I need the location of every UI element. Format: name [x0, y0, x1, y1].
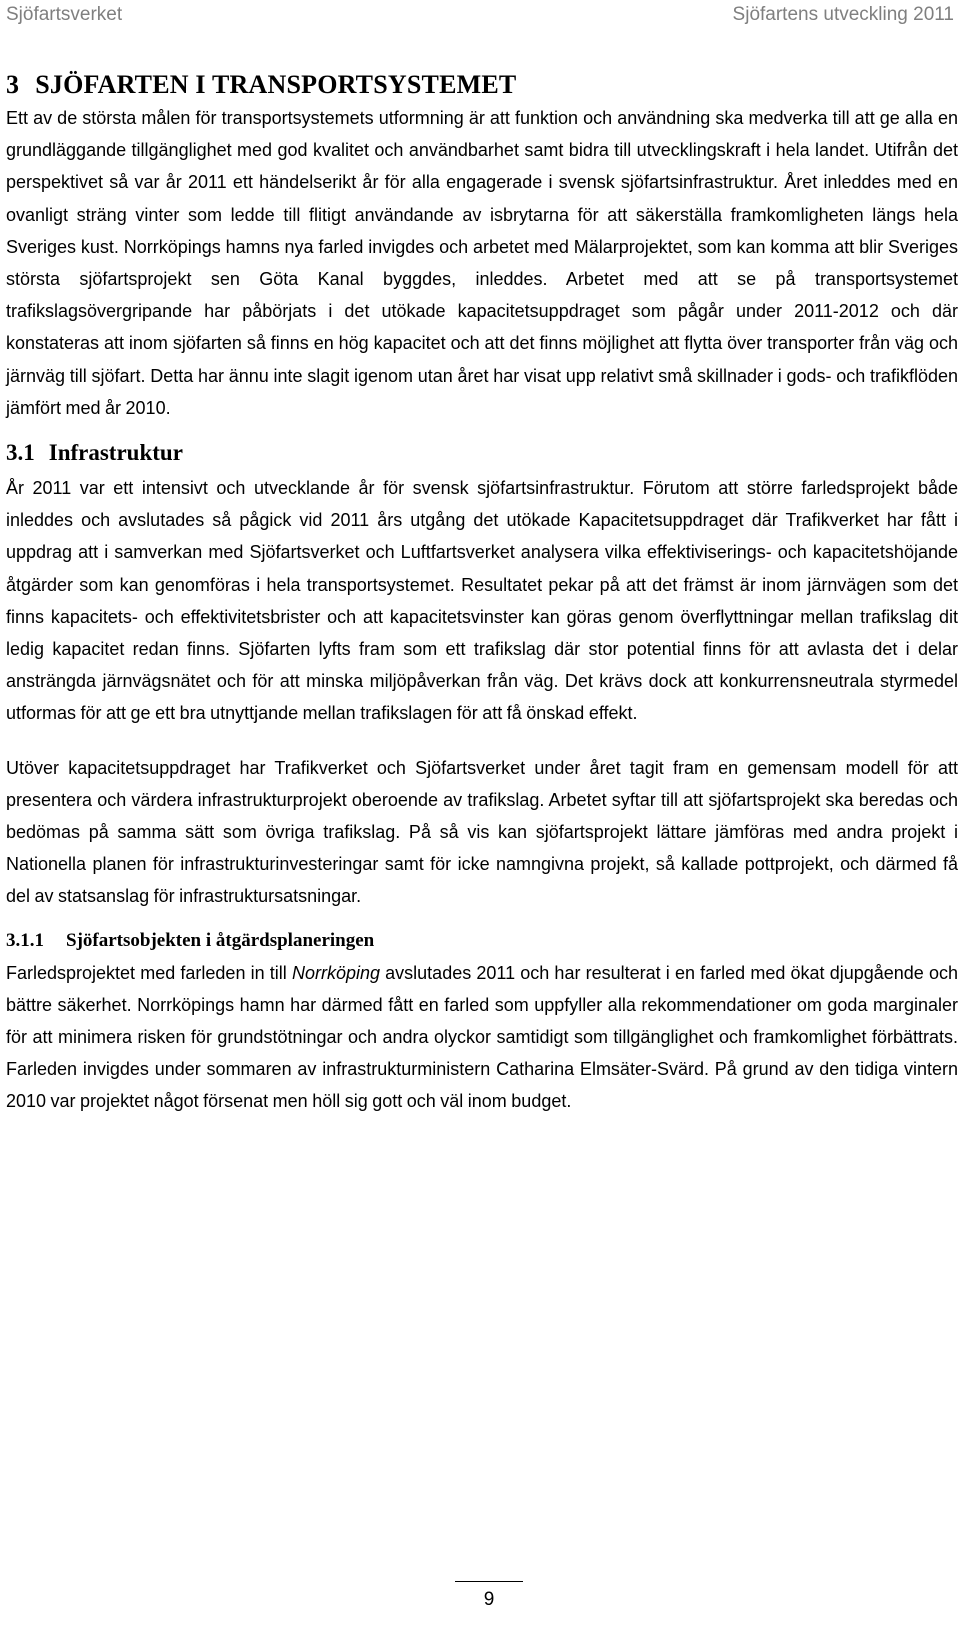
page-number: 9 — [483, 1589, 495, 1610]
header-organization: Sjöfartsverket — [6, 4, 123, 25]
section-heading-3-1 — [6, 438, 958, 468]
subsection-title: Sjöfartsobjekten i åtgärdsplaneringen — [66, 929, 375, 951]
footer-divider — [455, 1581, 523, 1582]
page-content — [6, 68, 958, 1118]
chapter-title: SJÖFARTEN I TRANSPORTSYSTEMET — [35, 70, 517, 99]
infrastructure-paragraph-1: År 2011 var ett intensivt och utvecklande år för svensk sjöfartsinfrastruktur. Förutom att större farledsprojekt både inleddes och avslutades så pågick vid 2011 års utgång det utökade Kapacitetsuppdraget där Trafikverket har fått i uppdrag att i samverkan med Sjöfartsverket och Luftfartsverket analysera vilka effektiviserings- och kapacitetshöjande åtgärder som kan genomföras i hela transportsystemet. Resultatet pekar på att det främst är inom järnvägen som det finns kapacitets- och effektivitetsbrister och att kapacitetsvinster kan göras genom överflyttningar mellan trafikslag dit ledig kapacitet redan finns. Sjöfarten lyfts fram som ett trafikslag där stor potential finns för att avlasta det i delar ansträngda järnvägsnätet och för att minska miljöpåverkan från väg. Det krävs dock att konkurrensneutrala styrmedel utformas för att ge ett bra utnyttjande mellan trafikslagen för att få önskad effekt. — [6, 478, 958, 724]
subsection-number: 3.1.1 — [6, 929, 44, 951]
section-number: 3.1 — [6, 440, 35, 466]
paragraph-spacer — [6, 730, 958, 752]
chapter-number: 3 — [6, 70, 20, 99]
fairway-paragraph — [6, 957, 958, 1118]
fairway-paragraph-rest: avslutades 2011 och har resulterat i en farled med ökat djupgående och bättre säkerhet. Norrköpings hamn har därmed fått en farled som uppfyller alla rekommendationer om goda marginaler för att minimera risken för grundstötningar och andra olyckor samtidigt som tillgänglighet och framkomlighet förbättrats. Farleden invigdes under sommaren av infrastrukturministern Catharina Elmsäter-Svärd. På grund av den tidiga vintern 2010 var projektet något försenat men höll sig gott och väl inom budget. — [6, 962, 958, 1112]
section-title: Infrastruktur — [48, 440, 183, 466]
fairway-paragraph-lead: Farledsprojektet med farleden in till — [6, 962, 292, 983]
chapter-heading — [6, 68, 958, 102]
fairway-place-name: Norrköping — [291, 962, 380, 983]
header-report-title: Sjöfartens utveckling 2011 — [732, 4, 954, 25]
subsection-heading-3-1-1 — [6, 927, 958, 955]
intro-paragraph: Ett av de största målen för transportsystemets utformning är att funktion och användning ska medverka till att ge alla en grundläggande tillgänglighet med god kvalitet och användbarhet samt bidra till utvecklingskraft i hela landet. Utifrån det perspektivet så var år 2011 ett händelserikt år för alla engagerade i svensk sjöfartsinfrastruktur. Året inleddes med en ovanligt sträng vinter som ledde till flitigt användande av isbrytarna för att säkerställa framkomligheten längs hela Sveriges kust. Norrköpings hamns nya farled invigdes och arbetet med Mälarprojektet, som kan komma att blir Sveriges största sjöfartsprojekt sen Göta Kanal byggdes, inleddes. Arbetet med att se på transportsystemet trafikslagsövergripande har påbörjats i det utökade kapacitetsuppdraget som pågår under 2011-2012 och där konstateras att inom sjöfarten så finns en hög kapacitet och att det finns möjlighet att flytta över transporter från väg och järnväg till sjöfart. Detta har ännu inte slagit igenom utan året har visat upp relativt små skillnader i gods- och trafikflöden jämfört med år 2010. — [6, 108, 958, 418]
running-header — [6, 2, 954, 28]
infrastructure-paragraph-2: Utöver kapacitetsuppdraget har Trafikverket och Sjöfartsverket under året tagit fram en gemensam modell för att presentera och värdera infrastrukturprojekt oberoende av trafikslag. Arbetet syftar till att sjöfartsprojekt ska beredas och bedömas på samma sätt som övriga trafikslag. På så vis kan sjöfartsprojekt lättare jämföras med andra projekt i Nationella planen för infrastrukturinvesteringar samt för icke namngivna projekt, så kallade pottprojekt, och därmed få del av statsanslag för infrastruktursatsningar. — [6, 757, 958, 907]
